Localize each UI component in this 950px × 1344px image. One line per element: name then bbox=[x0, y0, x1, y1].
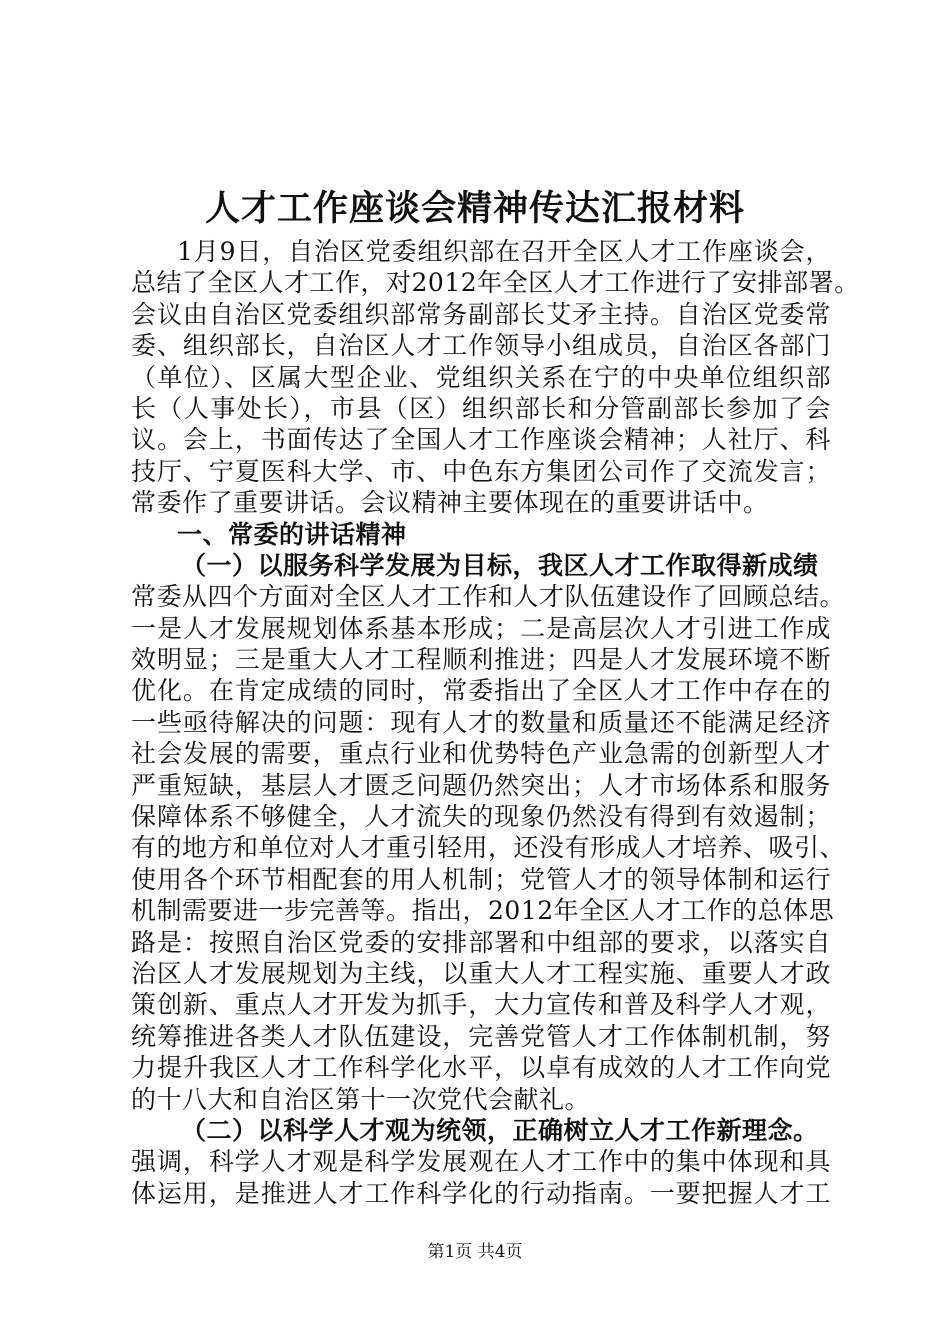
body-line: 有的地方和单位对人才重引轻用，还没有形成人才培养、吸引、 bbox=[131, 833, 846, 863]
body-line: 机制需要进一步完善等。指出，2012年全区人才工作的总体思 bbox=[131, 896, 835, 926]
subsection-heading: （二）以科学人才观为统领，正确树立人才工作新理念。 bbox=[181, 1115, 819, 1145]
body-line: 常委从四个方面对全区人才工作和人才队伍建设作了回顾总结。 bbox=[131, 582, 846, 612]
body-line: 长（人事处长），市县（区）组织部长和分管副部长参加了会 bbox=[131, 393, 831, 423]
subsection-heading: （一）以服务科学发展为目标，我区人才工作取得新成绩 bbox=[181, 550, 819, 580]
body-line: 统筹推进各类人才队伍建设，完善党管人才工作体制机制，努 bbox=[131, 1021, 831, 1051]
section-heading: 一、常委的讲话精神 bbox=[177, 519, 407, 549]
body-line: 力提升我区人才工作科学化水平，以卓有成效的人才工作向党 bbox=[131, 1053, 831, 1083]
body-line: 优化。在肯定成绩的同时，常委指出了全区人才工作中存在的 bbox=[131, 676, 831, 706]
body-line: 严重短缺，基层人才匮乏问题仍然突出；人才市场体系和服务 bbox=[131, 770, 831, 800]
body-line: 社会发展的需要，重点行业和优势特色产业急需的创新型人才 bbox=[131, 739, 831, 769]
page-footer: 第1页 共4页 bbox=[427, 1242, 523, 1262]
body-line: 效明显；三是重大人才工程顺利推进；四是人才发展环境不断 bbox=[131, 645, 831, 675]
body-line: 的十八大和自治区第十一次党代会献礼。 bbox=[131, 1084, 591, 1114]
body-line: 路是：按照自治区党委的安排部署和中组部的要求，以落实自 bbox=[131, 927, 831, 957]
document-body bbox=[131, 236, 860, 1209]
document-title: 人才工作座谈会精神传达汇报材料 bbox=[204, 188, 745, 229]
body-line: 会议由自治区党委组织部常务副部长艾矛主持。自治区党委常 bbox=[131, 299, 831, 329]
body-line: 策创新、重点人才开发为抓手，大力宣传和普及科学人才观， bbox=[131, 990, 831, 1020]
body-line: 议。会上，书面传达了全国人才工作座谈会精神；人社厅、科 bbox=[131, 425, 831, 455]
body-line: 总结了全区人才工作，对2012年全区人才工作进行了安排部署。 bbox=[131, 268, 860, 298]
body-line: 治区人才发展规划为主线，以重大人才工程实施、重要人才政 bbox=[131, 958, 831, 988]
body-line: 体运用，是推进人才工作科学化的行动指南。一要把握人才工 bbox=[131, 1178, 831, 1208]
body-line: （单位）、区属大型企业、党组织关系在宁的中央单位组织部 bbox=[131, 362, 831, 392]
body-line: 一些亟待解决的问题：现有人才的数量和质量还不能满足经济 bbox=[131, 707, 831, 737]
body-line: 1月9日，自治区党委组织部在召开全区人才工作座谈会， bbox=[177, 237, 831, 266]
body-line: 强调，科学人才观是科学发展观在人才工作中的集中体现和具 bbox=[131, 1147, 831, 1177]
body-line: 使用各个环节相配套的用人机制；党管人才的领导体制和运行 bbox=[131, 864, 831, 894]
body-line: 技厅、宁夏医科大学、市、中色东方集团公司作了交流发言； bbox=[131, 456, 831, 486]
body-line: 保障体系不够健全，人才流失的现象仍然没有得到有效遏制； bbox=[131, 802, 831, 832]
body-line: 委、组织部长，自治区人才工作领导小组成员，自治区各部门 bbox=[131, 331, 831, 361]
body-line: 一是人才发展规划体系基本形成；二是高层次人才引进工作成 bbox=[131, 613, 831, 643]
body-line: 常委作了重要讲话。会议精神主要体现在的重要讲话中。 bbox=[131, 488, 769, 518]
